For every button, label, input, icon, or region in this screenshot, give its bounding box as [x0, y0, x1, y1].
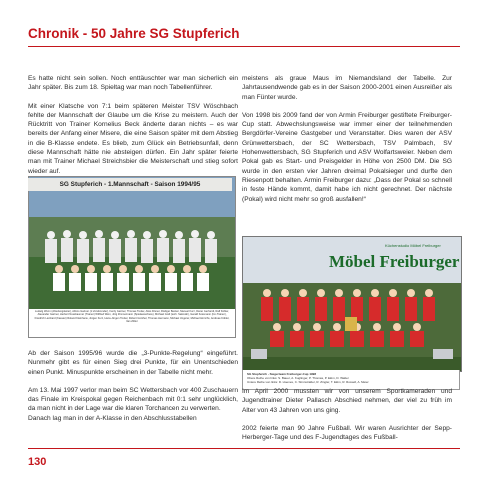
right-paragraph-1: meistens als graue Maus im Niemandsland der Tabelle. Zur Jahrtausendwende gab es in der Saison 2000-2001 einen Ausreißer als man Fünter wurde. — [242, 75, 452, 101]
left-column-bottom — [28, 349, 238, 423]
right-paragraph-4: 2002 feierte man 90 Jahre Fußball. Wir waren Ausrichter der Sepp-Herberger-Tage und des F-Jugendtages des Fußball- — [242, 424, 452, 442]
cup-photo-caption-line1: Obere Reihe von links: S. Bauer, A. Kuglinger, P. Thomas, P. Ekim, D. Walter — [247, 376, 349, 380]
cup-photo-caption-title: SG Stupferich - Siegerteam Freiburger-Cup 1998 — [247, 372, 317, 376]
left-paragraph-3: Ab der Saison 1995/96 wurde die „3-Punkte-Regelung“ eingeführt. Nunmehr gibt es für einen Sieg drei Punkte, für ein Unentschieden einen Punkt. Minuspunkte erscheinen in der Tabelle nicht mehr. — [28, 350, 238, 376]
right-column-bottom — [242, 387, 452, 442]
right-paragraph-2: Von 1998 bis 2009 fand der von Armin Freiburger gestiftete Freiburger-Cup statt. Abwechslungsweise war immer einer der teilnehmenden Bergdörfer-Vereine Gastgeber und Veranstalter. Dies waren der ASV Grünwettersbach, der SC Wettersbach, TSV Palmbach, SV Hohenwettersbach, SG Stupferich und ASV Wolfartsweier. Neben dem Pokal gab es Start- und Preisgelder in Höhe von 2500 DM. Die SG wurde in den ersten vier Jahren dreimal Pokalsieger und durfte den Riesenpott behalten. Armin Freiburger dazu: „Dass der Pokal so schnell in feste Hände kommt, damit habe ich nicht gerechnet. Der nächste (Pokal) wird nicht mehr so groß ausfallen!“ — [242, 111, 452, 203]
left-column-top — [28, 74, 238, 176]
page-title: Chronik - 50 Jahre SG Stupferich — [28, 26, 240, 41]
cup-photo-caption-line2: Untere Reihe von links: D. Hoenes, C. Stinnstraßer, R. Zingler, T. Ekim, R. Rossell, A. Meier — [247, 380, 369, 384]
cup-banner-sign-sub: Küchenstudio Möbel Freiburger — [385, 243, 441, 248]
cup-team-photo — [242, 236, 462, 372]
cup-banner-sign: Möbel Freiburger — [329, 252, 460, 271]
team-photo-1994-95 — [28, 176, 236, 338]
left-paragraph-5: Danach lag man in der A-Klasse in den Abschlusstabellen — [28, 414, 197, 422]
right-paragraph-3: Im April 2000 mussten wir von unserem Sportkameraden und Jugendtrainer Dieter Pallasch Abschied nehmen, der viel zu früh im Alter von 43 Jahren von uns ging. — [242, 388, 452, 414]
left-paragraph-4: Am 13. Mai 1997 verlor man beim SC Wettersbach vor 400 Zuschauern das Finale im Kreispokal gegen Reichenbach mit 0:1 sehr unglücklich, da man nicht in der Lage war die klaren Torchancen zu verwerten. — [28, 386, 238, 413]
left-paragraph-2: Mit einer Klatsche von 7:1 beim späteren Meister TSV Wöschbach fehlte der Mannschaft der Glaube um die Krise zu meistern. Auch der Rücktritt von Trainer Kornelius Beck änderte daran nichts – es war bereits der Anfang einer Misere, die eine Saison später mit dem Abstieg in die B-Klasse endete. Es blieb, zum Glück ein Betriebsunfall, denn diese Mannschaft hätte nie absteigen dürfen. Ein Jahr später feierte man mit Trainer Michael Streichsbier die Meisterschaft und stieg sofort wieder auf. — [28, 102, 238, 175]
footer-rule — [28, 448, 460, 449]
team-photo-caption: Ludwig Wurm (Abteilungsleiter), Alfons Gartner (1.Vorsitzender), Ferdy Gartner, Thomas Tretter, Alois Filsner, Rüdiger Becker, Manuel Kurz, Dieter Gerhardt, Ralf Kübler, Alexander Gartner, Herbert Nussbaumer (Trainer) Wilfried Wein, Jörg Zimmermann (Spielausschuss), Michael Grell (tech. Sekretär), Gerald Kossmann (Co-Trainer), Friedrich Lienhard (Kassier) Roland Kleinhans, Jürgen Kurz, Hans-Jürgen Tretter, Robert Günther, Thomas Hermann, Michael Ungerer, Michael Hinrichs, Andreas Kübler, Ilan Zöller — [29, 309, 235, 337]
title-rule — [28, 46, 460, 47]
left-paragraph-1: Es hatte nicht sein sollen. Noch enttäuschter war man sicherlich ein Jahr später. Bis zum 18. Spieltag war man noch Tabellenführer. — [28, 75, 238, 92]
cup-team-image — [243, 237, 461, 371]
team-photo-banner: SG Stupferich - 1.Mannschaft - Saison 1994/95 — [28, 178, 232, 191]
page-number: 130 — [28, 456, 47, 468]
right-column-top — [242, 74, 452, 204]
